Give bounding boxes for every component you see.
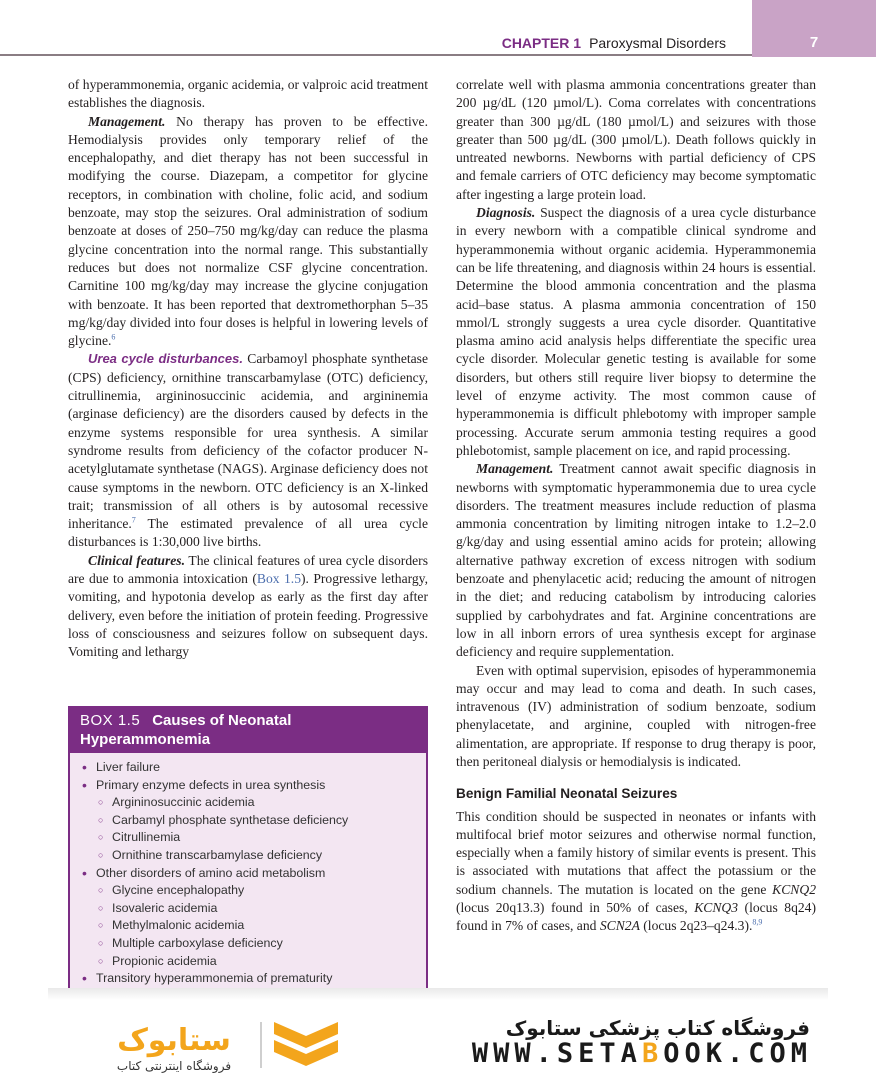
list-item [82,777,426,865]
text: (locus 8q24) found in 7% of cases, and [456,900,817,934]
gene-name: SCN2A [599,918,640,934]
logo-chevrons-icon [274,1022,338,1066]
text: The clinical features of urea cycle disorders are due to ammonia intoxication ( [68,552,428,587]
box-header [70,708,426,753]
list-item: • Transitory hyperammonemia of prematurity [82,970,426,988]
text: of hyperammonemia, organic acidemia, or valproic acid treatment establishes the diagnosis. [68,77,428,111]
paragraph [456,662,816,772]
reference-link[interactable]: 6 [111,332,116,342]
list-item [82,865,426,971]
text: (locus 2q23–q24.3). [639,918,753,934]
logo-subtitle: فروشگاه اینترنتی کتاب [116,1059,232,1073]
box-title: Causes of Neonatal Hyperammonemia [80,712,292,748]
sub-list-item: ○ Ornithine transcarbamylase deficiency [98,847,426,865]
store-name: فروشگاه کتاب پزشکی ستابوک [505,1016,810,1040]
run-in-heading: Clinical features. [88,552,185,568]
paragraph-bfns [456,808,816,936]
box-1-5 [68,706,428,993]
sub-list-item: ○ Carbamyl phosphate synthetase deficiency [98,812,426,830]
text: correlate well with plasma ammonia concentrations greater than 200 µg/dL (120 µmol/L). Coma correlates with concentrations greater than 300 µg/dL (180 µmol/L) and seizures with those greater than 500 µg/dL (300 µmol/L). Death follows quickly in untreated newborns. Newborns with partial deficiency of CPS and female carriers of OTC deficiency may become symptomatic after ingesting a large protein load. [456,77,816,202]
header-rule [0,54,752,56]
page-number: 7 [809,34,819,51]
run-in-heading: Diagnosis. [476,205,536,221]
reference-link[interactable]: 8,9 [752,917,763,927]
text: (locus 20q13.3) found in 50% of cases, [456,900,695,916]
sub-list-item: ○ Propionic acidemia [98,953,426,971]
list-item-label: Other disorders of amino acid metabolism [96,865,326,880]
paragraph-urea-cycle [68,350,428,551]
page-header [0,0,876,57]
reference-link[interactable]: 7 [131,515,136,525]
text: The estimated prevalence of all urea cycle disturbances is 1:30,000 live births. [68,516,428,550]
list-item-label: Primary enzyme defects in urea synthesis [96,777,326,792]
store-url[interactable] [472,1038,812,1069]
text: Carbamoyl phosphate synthetase (CPS) deficiency, ornithine transcarbamylase (OTC) deficiency, citrullinemia, argininosuccinic acidemia, and argininemia (arginase deficiency) are the disorders caused by defects in the enzyme systems responsible for urea synthesis. A similar syndrome results from deficiency of the cofactor producer N-acetylglutamate synthetase (NAGS). Arginase deficiency does not cause symptoms in the newborn. OTC deficiency is an X-linked trait; transmission of all others is by autosomal recessive inheritance. [68,351,428,532]
text: Treatment cannot await specific diagnosis in newborns with symptomatic hyperammonemia due to urea cycle disorders. The treatment measures include reduction of plasma ammonia concentration by limiting nitrogen intake to 1.2–2.0 g/kg/day and using essential amino acids for protein; allowing alternative pathway excretion of excess nitrogen with sodium benzoate and phenylacetic acid; reducing the amount of nitrogen in the diet; and reducing catabolism by introducing calories supplied by carbohydrates and fat. Arginine concentrations are low in all inborn errors of urea synthesis except for arginase deficiency and require supplementation. [456,461,816,660]
box-list [70,759,426,988]
sub-list-item: ○ Glycine encephalopathy [98,882,426,900]
watermark-footer [0,994,876,1080]
sub-list [96,794,426,864]
chapter-label: CHAPTER 1 [501,35,582,51]
sub-list-item: ○ Multiple carboxylase deficiency [98,935,426,953]
run-in-heading: Management. [476,461,554,477]
section-title: Benign Familial Neonatal Seizures [456,786,678,802]
url-text: OOK.COM [663,1038,812,1069]
running-head [502,35,726,51]
paragraph [68,76,428,113]
gene-name: KCNQ3 [694,900,739,916]
sub-list [96,882,426,970]
sub-list-item: ○ Isovaleric acidemia [98,900,426,918]
sub-list-item: ○ Citrullinemia [98,829,426,847]
section-heading: Urea cycle disturbances. [88,351,243,367]
gene-name: KCNQ2 [772,881,816,897]
chapter-title: Paroxysmal Disorders [589,35,726,51]
setabook-logo [86,1016,356,1076]
text: ). Progressive lethargy, vomiting, and hypotonia develop as early as the first day after delivery, even before the initiation of protein feeding. Progressive loss of consciousness and seizures follow on subsequent days. Vomiting and lethargy [68,571,428,660]
text: Suspect the diagnosis of a urea cycle disturbance in every newborn with a compatible clinical syndrome and hyperammonemia without organic acidemia. Hyperammonemia can be life threatening, and diagnosis within 24 hours is essential. Determine the blood ammonia concentration and the plasma acid–base status. A plasma ammonia concentration of 150 mmol/L strongly suggests a urea cycle disorder. Quantitative plasma amino acid analysis helps differentiate the specific urea cycle disorder. Molecular genetic testing is available for some disorders, but others still require liver biopsy to determine the level of enzyme activity. The most common cause of hyperammonemia is difficult phlebotomy with improper sample processing. Accurate serum ammonia testing requires a good phlebotomist, sample placement on ice, and rapid processing. [456,205,816,458]
box-link[interactable]: Box 1.5 [256,571,301,587]
text: No therapy has proven to be effective. Hemodialysis provides only temporary relief of the encephalopathy, and diet therapy has not been successful in modifying the course. Diazepam, a competitor for glycine receptors, in combination with choline, folic acid, and sodium benzoate, may stop the seizures. Oral administration of sodium benzoate at doses of 250–750 mg/kg/day can reduce the plasma glycine concentration into the normal range. This substantially reduces but does not normalize CSF glycine concentration. Carnitine 100 mg/kg/day may increase the glycine conjugation with benzoate. It has been reported that dextromethorphan 5–35 mg/kg/day divided into four doses is helpful in lowering levels of glycine. [68,113,428,349]
paragraph-diagnosis [456,204,816,460]
paragraph-management [68,113,428,351]
sub-list-item: ○ Methylmalonic acidemia [98,917,426,935]
list-item: • Liver failure [82,759,426,777]
right-column [456,76,816,936]
sub-list-item: ○ Argininosuccinic acidemia [98,794,426,812]
paragraph-management [456,460,816,661]
paragraph [456,76,816,204]
paragraph-clinical-features [68,552,428,662]
box-number: BOX 1.5 [80,712,141,729]
run-in-heading: Management. [88,113,166,129]
url-text: WWW.SETA [471,1038,642,1069]
logo-wordmark: ستابوک [117,1023,231,1058]
url-highlight: B [641,1038,664,1069]
text: Even with optimal supervision, episodes of hyperammonemia may occur and may lead to coma and death. In such cases, intravenous (IV) administration of sodium benzoate, sodium phenylacetate, and arginine, coupled with nitrogen-free alimentation, are appropriate. If response to drug therapy is poor, then peritoneal dialysis or hemodialysis is indicated. [456,662,816,769]
left-column [68,76,428,662]
text: This condition should be suspected in neonates or infants with multifocal brief motor seizures and otherwise normal function, especially when a family history of similar events is present. This is associated with mutations that affect the potassium or the sodium channels. The mutation is located on the gene [456,808,816,897]
page-edge-fade [48,988,828,1000]
